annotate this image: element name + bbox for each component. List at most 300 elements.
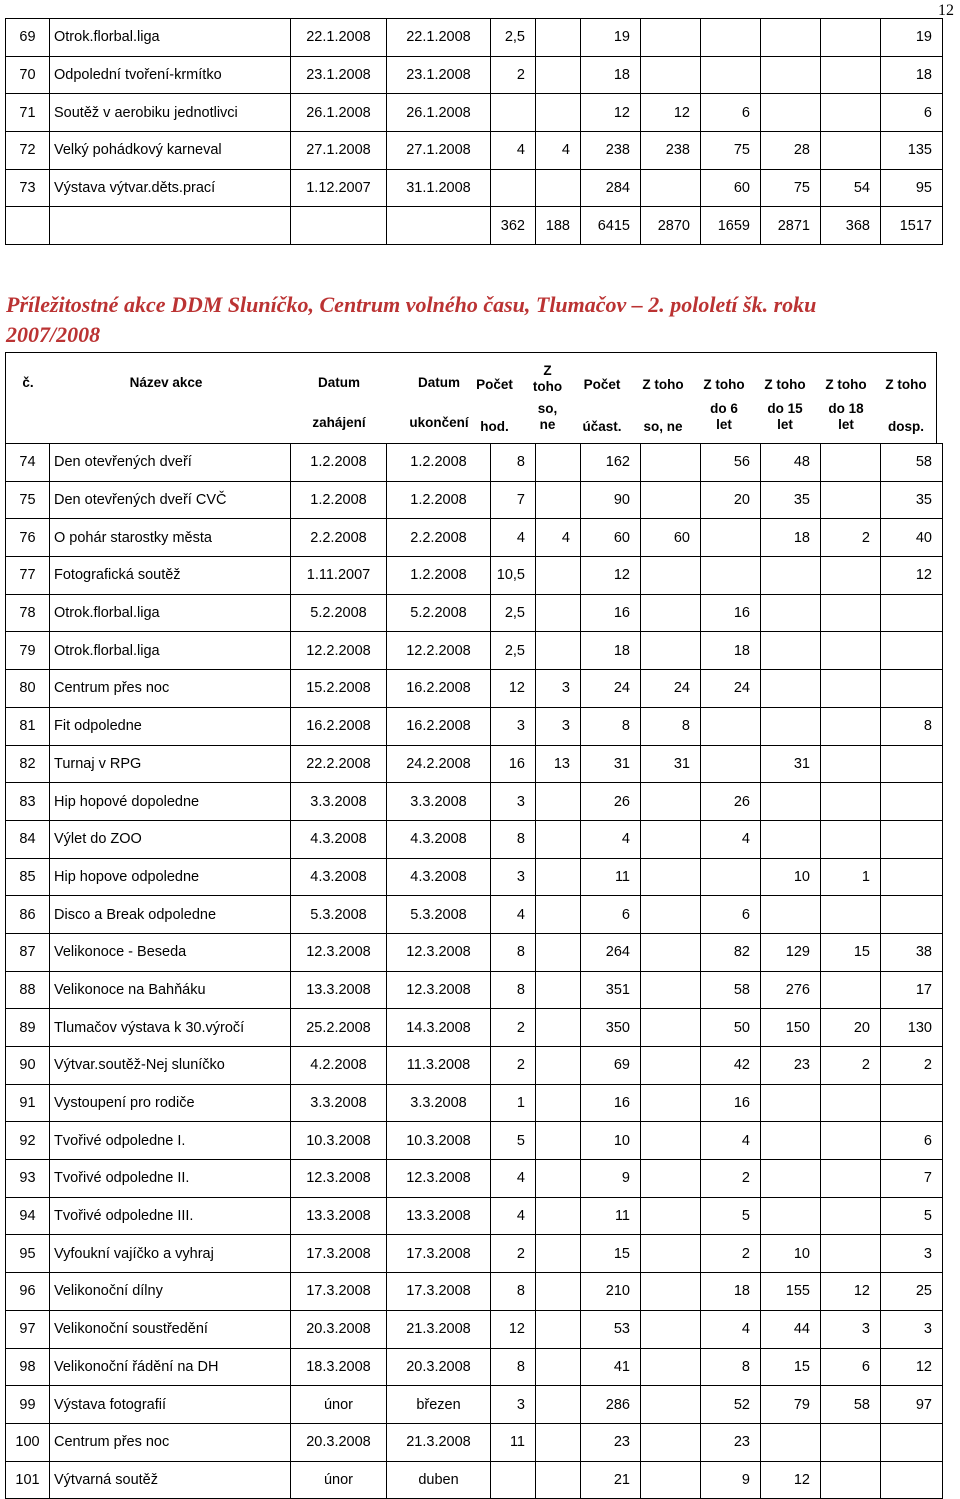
table-cell xyxy=(881,745,943,783)
table-cell: 3 xyxy=(881,1235,943,1273)
table-cell: 135 xyxy=(881,132,943,170)
table-cell: 13 xyxy=(536,745,581,783)
table-cell: 4.3.2008 xyxy=(291,820,387,858)
table-cell: 41 xyxy=(581,1348,641,1386)
table-cell: 188 xyxy=(536,207,581,245)
table-cell: 9 xyxy=(581,1160,641,1198)
table-row xyxy=(6,207,943,245)
table-cell: 17 xyxy=(881,971,943,1009)
table-cell: 3 xyxy=(491,783,536,821)
table-cell: 1.2.2008 xyxy=(387,557,491,595)
table-cell xyxy=(536,1084,581,1122)
table-cell: 15 xyxy=(821,933,881,971)
table-cell xyxy=(536,1273,581,1311)
table-cell: 4.3.2008 xyxy=(387,820,491,858)
table-cell: 12 xyxy=(581,557,641,595)
table-cell xyxy=(821,971,881,1009)
table-row xyxy=(6,896,943,934)
table-cell xyxy=(291,207,387,245)
table-cell xyxy=(641,169,701,207)
table-cell: 42 xyxy=(701,1047,761,1085)
header-datum-end: Datum xyxy=(417,375,460,390)
table-cell: 8 xyxy=(641,707,701,745)
header-ztoho-dosp: Z toho xyxy=(885,377,927,392)
table-cell: 24.2.2008 xyxy=(387,745,491,783)
table-cell: 23 xyxy=(701,1423,761,1461)
table-row xyxy=(6,1386,943,1424)
table-cell: 17.3.2008 xyxy=(387,1273,491,1311)
table-row xyxy=(6,169,943,207)
table-row xyxy=(6,1310,943,1348)
table-cell xyxy=(641,481,701,519)
table-cell: 92 xyxy=(6,1122,50,1160)
header-ztoho-do6: Z toho xyxy=(703,377,745,392)
table-cell xyxy=(881,632,943,670)
table-cell xyxy=(536,557,581,595)
table-cell: 31.1.2008 xyxy=(387,169,491,207)
table-cell: 10.3.2008 xyxy=(291,1122,387,1160)
table-cell: 12.3.2008 xyxy=(291,933,387,971)
table-row xyxy=(6,481,943,519)
table-cell: 27.1.2008 xyxy=(387,132,491,170)
table-cell: 13.3.2008 xyxy=(387,1197,491,1235)
table-cell xyxy=(641,19,701,57)
table-cell xyxy=(821,1197,881,1235)
table-cell: Výtvarná soutěž xyxy=(50,1461,291,1499)
table-row xyxy=(6,1273,943,1311)
table-cell: 22.1.2008 xyxy=(291,19,387,57)
table-cell: 3.3.2008 xyxy=(291,783,387,821)
header-do18-let: let xyxy=(838,417,854,432)
table-cell: 351 xyxy=(581,971,641,1009)
header-name: Název akce xyxy=(129,375,203,390)
table-cell xyxy=(881,1461,943,1499)
table-row xyxy=(6,1122,943,1160)
table-cell: 10 xyxy=(761,858,821,896)
table-cell: 12 xyxy=(821,1273,881,1311)
table-cell: 16.2.2008 xyxy=(387,670,491,708)
table-cell: 23 xyxy=(761,1047,821,1085)
table-cell xyxy=(761,783,821,821)
table-cell xyxy=(641,1160,701,1198)
table-row xyxy=(6,933,943,971)
table-cell: 155 xyxy=(761,1273,821,1311)
table-cell xyxy=(821,481,881,519)
header-do6: do 6 xyxy=(710,401,738,416)
table-cell: 4 xyxy=(491,132,536,170)
activities-table xyxy=(5,443,943,1499)
table-cell: 4 xyxy=(701,1310,761,1348)
table-cell: 6 xyxy=(881,94,943,132)
table-cell: 58 xyxy=(701,971,761,1009)
table-cell xyxy=(821,745,881,783)
table-cell: Odpolední tvoření-krmítko xyxy=(50,56,291,94)
table-cell: 1 xyxy=(491,1084,536,1122)
table-cell: 7 xyxy=(881,1160,943,1198)
table-cell: Otrok.florbal.liga xyxy=(50,594,291,632)
table-cell: 83 xyxy=(6,783,50,821)
table-cell xyxy=(641,56,701,94)
table-cell xyxy=(536,1197,581,1235)
table-cell: Fotografická soutěž xyxy=(50,557,291,595)
table-cell: 21.3.2008 xyxy=(387,1423,491,1461)
table-cell: 90 xyxy=(6,1047,50,1085)
table-cell: 18 xyxy=(761,519,821,557)
table-cell: 16.2.2008 xyxy=(387,707,491,745)
table-cell xyxy=(761,707,821,745)
table-cell xyxy=(536,1160,581,1198)
table-cell: 23 xyxy=(581,1423,641,1461)
table-cell xyxy=(701,19,761,57)
header-pocet-ucast: Počet xyxy=(583,377,621,392)
table-cell: 3 xyxy=(536,670,581,708)
table-cell: 85 xyxy=(6,858,50,896)
table-cell: 8 xyxy=(581,707,641,745)
table-cell: 50 xyxy=(701,1009,761,1047)
table-cell: 10,5 xyxy=(491,557,536,595)
section-title: Příležitostné akce DDM Sluníčko, Centrum volného času, Tlumačov – 2. pololetí šk. roku 2007/2008 xyxy=(6,292,817,347)
table-row xyxy=(6,19,943,57)
table-cell: 238 xyxy=(641,132,701,170)
table-cell: 21 xyxy=(581,1461,641,1499)
table-cell: Otrok.florbal.liga xyxy=(50,19,291,57)
table-cell: 23.1.2008 xyxy=(387,56,491,94)
table-row xyxy=(6,820,943,858)
table-cell xyxy=(641,1122,701,1160)
table-cell: 9 xyxy=(701,1461,761,1499)
table-row xyxy=(6,1235,943,1273)
header-datum-start: Datum xyxy=(317,375,360,390)
table-cell xyxy=(821,896,881,934)
table-cell xyxy=(536,19,581,57)
table-cell: 4 xyxy=(536,519,581,557)
table-cell: 27.1.2008 xyxy=(291,132,387,170)
table-cell: 12 xyxy=(581,94,641,132)
table-cell: 1.2.2008 xyxy=(291,481,387,519)
table-cell: 130 xyxy=(881,1009,943,1047)
table-cell xyxy=(536,1235,581,1273)
table-cell: 98 xyxy=(6,1348,50,1386)
table-cell: 2 xyxy=(881,1047,943,1085)
table-cell xyxy=(491,169,536,207)
header-sone: so, ne xyxy=(643,419,683,434)
table-cell xyxy=(641,1273,701,1311)
table-cell: 12 xyxy=(881,1348,943,1386)
table-cell: 13.3.2008 xyxy=(291,971,387,1009)
table-cell: 76 xyxy=(6,519,50,557)
table-cell: 87 xyxy=(6,933,50,971)
table-cell: 16 xyxy=(491,745,536,783)
table-cell xyxy=(536,1386,581,1424)
table-cell xyxy=(821,1235,881,1273)
table-cell: 2 xyxy=(701,1160,761,1198)
table-cell xyxy=(821,820,881,858)
table-cell: 60 xyxy=(701,169,761,207)
table-cell: 1 xyxy=(821,858,881,896)
table-cell: 5 xyxy=(881,1197,943,1235)
table-cell: Otrok.florbal.liga xyxy=(50,632,291,670)
table-cell xyxy=(536,1310,581,1348)
table-cell: 75 xyxy=(6,481,50,519)
table-cell xyxy=(821,632,881,670)
table-cell: 6 xyxy=(881,1122,943,1160)
table-cell: 4 xyxy=(701,820,761,858)
table-cell: Hip hopové dopoledne xyxy=(50,783,291,821)
table-row xyxy=(6,745,943,783)
table-cell: 7 xyxy=(491,481,536,519)
table-cell xyxy=(50,207,291,245)
table-cell xyxy=(761,19,821,57)
table-cell: 38 xyxy=(881,933,943,971)
table-cell: 20.3.2008 xyxy=(291,1423,387,1461)
table-cell: Soutěž v aerobiku jednotlivci xyxy=(50,94,291,132)
table-cell: 54 xyxy=(821,169,881,207)
table-cell: 12.3.2008 xyxy=(387,1160,491,1198)
table-cell: 80 xyxy=(6,670,50,708)
table-cell: 91 xyxy=(6,1084,50,1122)
table-cell: 52 xyxy=(701,1386,761,1424)
table-cell: 72 xyxy=(6,132,50,170)
table-cell xyxy=(881,1084,943,1122)
table-cell: 3 xyxy=(536,707,581,745)
table-cell: Den otevřených dveří CVČ xyxy=(50,481,291,519)
table-cell: Turnaj v RPG xyxy=(50,745,291,783)
table-cell: 16 xyxy=(581,1084,641,1122)
table-cell: 286 xyxy=(581,1386,641,1424)
table-header xyxy=(5,352,937,443)
table-cell: 8 xyxy=(701,1348,761,1386)
table-cell: 11 xyxy=(581,1197,641,1235)
table-row xyxy=(6,858,943,896)
page-number: 12 xyxy=(938,2,954,19)
table-cell xyxy=(821,783,881,821)
table-cell: 12.2.2008 xyxy=(387,632,491,670)
table-cell: 100 xyxy=(6,1423,50,1461)
table-cell: 22.2.2008 xyxy=(291,745,387,783)
table-cell: 350 xyxy=(581,1009,641,1047)
table-cell xyxy=(881,896,943,934)
table-row xyxy=(6,783,943,821)
table-row xyxy=(6,1009,943,1047)
table-cell: 8 xyxy=(491,1273,536,1311)
table-cell: 3 xyxy=(491,707,536,745)
table-cell: 12 xyxy=(491,1310,536,1348)
table-cell: 2 xyxy=(701,1235,761,1273)
header-ukonceni: ukončení xyxy=(409,415,469,430)
table-cell xyxy=(821,557,881,595)
header-number: č. xyxy=(22,375,34,390)
header-dosp: dosp. xyxy=(888,419,924,434)
table-cell: 1.2.2008 xyxy=(387,481,491,519)
table-cell xyxy=(701,557,761,595)
section-year: 2007/2008 xyxy=(6,322,101,347)
table-cell xyxy=(641,1386,701,1424)
table-cell xyxy=(881,858,943,896)
table-cell: 8 xyxy=(491,971,536,1009)
table-cell: 21.3.2008 xyxy=(387,1310,491,1348)
table-cell: 13.3.2008 xyxy=(291,1197,387,1235)
table-cell: Velikonoce - Beseda xyxy=(50,933,291,971)
table-cell xyxy=(641,1009,701,1047)
table-cell: 6 xyxy=(701,896,761,934)
table-cell: 16.2.2008 xyxy=(291,707,387,745)
table-cell: 15.2.2008 xyxy=(291,670,387,708)
table-cell: 69 xyxy=(581,1047,641,1085)
table-cell: 82 xyxy=(701,933,761,971)
table-row xyxy=(6,132,943,170)
table-cell xyxy=(536,1423,581,1461)
table-cell: 1517 xyxy=(881,207,943,245)
table-cell xyxy=(701,745,761,783)
table-cell: Den otevřených dveří xyxy=(50,444,291,482)
table-cell: 77 xyxy=(6,557,50,595)
table-cell xyxy=(491,1461,536,1499)
table-cell xyxy=(821,1122,881,1160)
table-cell: 4 xyxy=(536,132,581,170)
table-cell xyxy=(821,594,881,632)
table-cell: 28 xyxy=(761,132,821,170)
table-cell xyxy=(641,1235,701,1273)
header-do18: do 18 xyxy=(828,401,864,416)
table-row xyxy=(6,594,943,632)
table-cell: 2 xyxy=(821,1047,881,1085)
table-cell: 20.3.2008 xyxy=(387,1348,491,1386)
table-cell: 97 xyxy=(881,1386,943,1424)
table-cell: 8 xyxy=(881,707,943,745)
table-cell xyxy=(536,971,581,1009)
table-cell xyxy=(641,632,701,670)
table-cell: 15 xyxy=(761,1348,821,1386)
table-cell: 31 xyxy=(581,745,641,783)
table-cell: 20 xyxy=(701,481,761,519)
table-cell xyxy=(821,1084,881,1122)
table-cell: 14.3.2008 xyxy=(387,1009,491,1047)
table-cell: Výstava fotografií xyxy=(50,1386,291,1424)
table-cell: 16 xyxy=(701,594,761,632)
table-cell: 75 xyxy=(761,169,821,207)
table-cell: 4.3.2008 xyxy=(387,858,491,896)
table-cell: Centrum přes noc xyxy=(50,670,291,708)
table-cell: 4 xyxy=(491,1197,536,1235)
table-cell xyxy=(641,1310,701,1348)
table-cell: 2,5 xyxy=(491,19,536,57)
table-cell: 1.2.2008 xyxy=(387,444,491,482)
table-cell: 88 xyxy=(6,971,50,1009)
table-cell xyxy=(641,933,701,971)
table-cell: 17.3.2008 xyxy=(291,1273,387,1311)
table-cell: 2 xyxy=(491,56,536,94)
table-cell xyxy=(761,632,821,670)
table-cell: 82 xyxy=(6,745,50,783)
table-cell: 8 xyxy=(491,820,536,858)
table-cell: 6 xyxy=(821,1348,881,1386)
table-cell: 18 xyxy=(701,632,761,670)
table-cell: Velký pohádkový karneval xyxy=(50,132,291,170)
table-cell xyxy=(761,1122,821,1160)
table-cell xyxy=(536,858,581,896)
table-cell: 1.12.2007 xyxy=(291,169,387,207)
table-cell: 1.11.2007 xyxy=(291,557,387,595)
table-cell xyxy=(641,971,701,1009)
table-cell: 5.2.2008 xyxy=(291,594,387,632)
table-row xyxy=(6,1047,943,1085)
table-cell xyxy=(821,444,881,482)
table-cell xyxy=(641,444,701,482)
table-cell: Velikonoce na Bahňáku xyxy=(50,971,291,1009)
table-cell xyxy=(821,132,881,170)
table-cell: 16 xyxy=(581,594,641,632)
table-cell xyxy=(761,94,821,132)
table-cell: 17.3.2008 xyxy=(387,1235,491,1273)
table-cell: 3.3.2008 xyxy=(387,783,491,821)
header-ztoho-do15: Z toho xyxy=(764,377,806,392)
table-cell: 1.2.2008 xyxy=(291,444,387,482)
table-cell xyxy=(881,783,943,821)
table-cell: 24 xyxy=(581,670,641,708)
table-cell xyxy=(641,1084,701,1122)
table-cell xyxy=(761,594,821,632)
table-cell xyxy=(881,820,943,858)
table-cell: 79 xyxy=(6,632,50,670)
table-cell: 2 xyxy=(491,1047,536,1085)
table-cell: duben xyxy=(387,1461,491,1499)
table-cell: 73 xyxy=(6,169,50,207)
table-cell: Disco a Break odpoledne xyxy=(50,896,291,934)
table-cell: 210 xyxy=(581,1273,641,1311)
table-cell: 75 xyxy=(701,132,761,170)
table-cell: 5.3.2008 xyxy=(291,896,387,934)
table-cell: 99 xyxy=(6,1386,50,1424)
table-cell: 12.3.2008 xyxy=(291,1160,387,1198)
table-cell: 60 xyxy=(641,519,701,557)
table-cell: 4.3.2008 xyxy=(291,858,387,896)
table-cell: 35 xyxy=(881,481,943,519)
table-cell: 5.3.2008 xyxy=(387,896,491,934)
table-cell: 24 xyxy=(641,670,701,708)
table-cell: 8 xyxy=(491,933,536,971)
table-cell xyxy=(821,56,881,94)
table-cell xyxy=(761,1423,821,1461)
table-cell: 368 xyxy=(821,207,881,245)
table-cell xyxy=(387,207,491,245)
table-cell: 12.2.2008 xyxy=(291,632,387,670)
table-cell: 25.2.2008 xyxy=(291,1009,387,1047)
table-cell: 58 xyxy=(821,1386,881,1424)
table-cell: 25 xyxy=(881,1273,943,1311)
table-cell xyxy=(536,444,581,482)
table-cell: 19 xyxy=(581,19,641,57)
table-cell xyxy=(821,1423,881,1461)
table-cell xyxy=(641,858,701,896)
table-cell: 18 xyxy=(581,632,641,670)
table-cell: 2.2.2008 xyxy=(291,519,387,557)
table-cell xyxy=(701,519,761,557)
table-cell xyxy=(821,19,881,57)
table-row xyxy=(6,632,943,670)
table-cell: Velikonoční řádění na DH xyxy=(50,1348,291,1386)
table-cell: Vystoupení pro rodiče xyxy=(50,1084,291,1122)
table-cell: 15 xyxy=(581,1235,641,1273)
table-cell xyxy=(881,670,943,708)
table-row xyxy=(6,1423,943,1461)
table-cell: 11.3.2008 xyxy=(387,1047,491,1085)
previous-activities-table xyxy=(5,18,943,245)
table-cell: 101 xyxy=(6,1461,50,1499)
table-cell: 3 xyxy=(881,1310,943,1348)
table-cell: 18.3.2008 xyxy=(291,1348,387,1386)
table-cell xyxy=(536,820,581,858)
table-cell: 12 xyxy=(761,1461,821,1499)
